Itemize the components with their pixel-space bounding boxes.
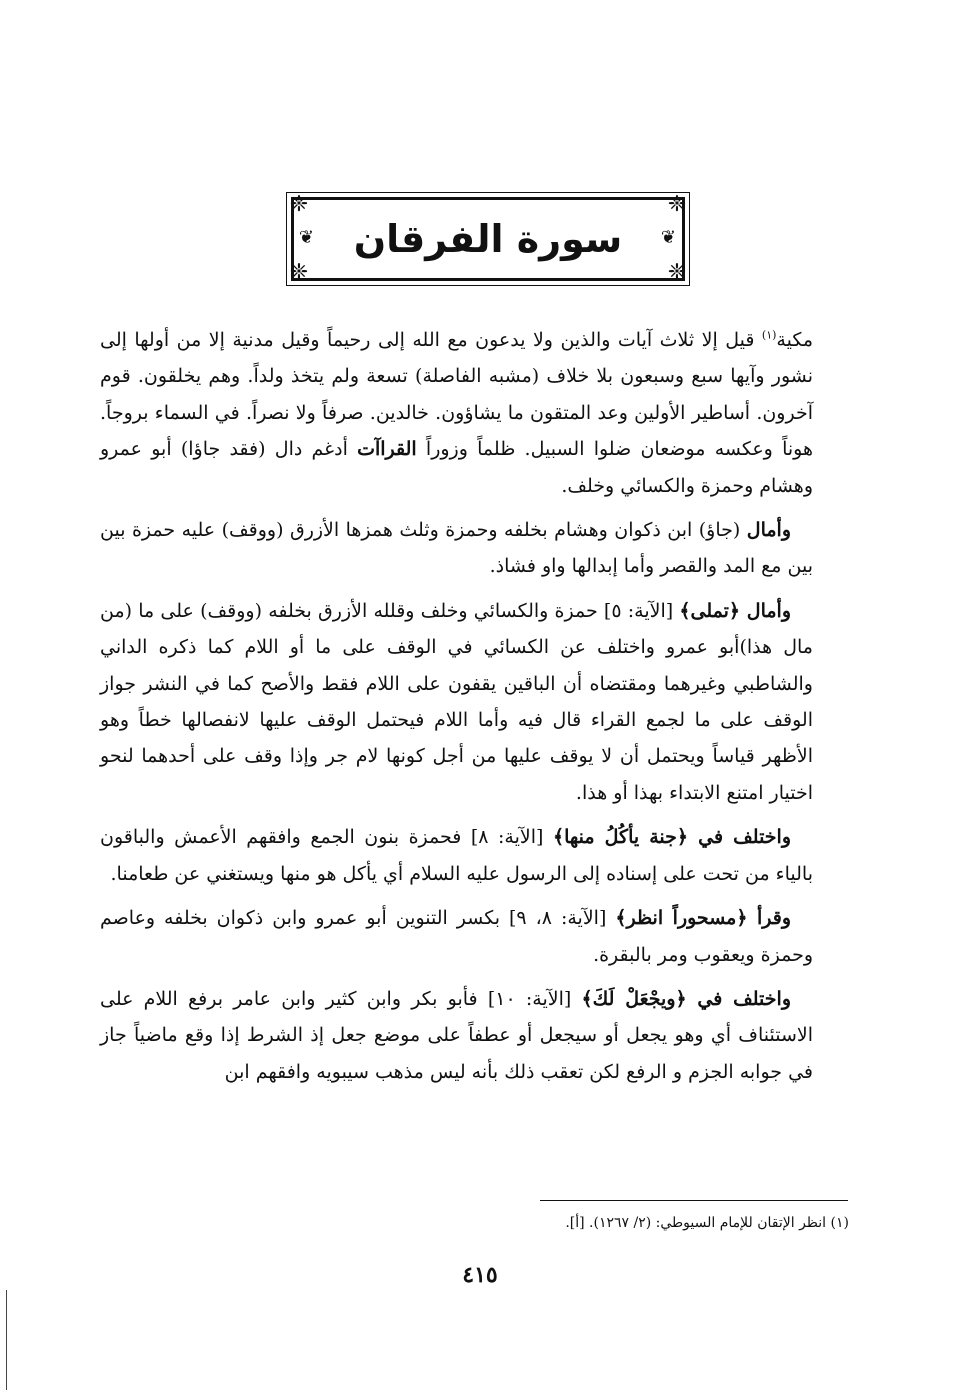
paragraph-text: [الآية: ١٠] فأبو بكر وابن كثير وابن عامر برفع اللام على الاستئناف أي وهو يجعل أو سيجعل أو عطفاً على موضع جعل إذ الشرط إذا وقع ماضياً جاز في جوابه الجزم و الرفع لكن تعقب ذلك بأنه ليس مذهب سيبويه وافقهم ابن bbox=[100, 987, 813, 1083]
body-text bbox=[100, 322, 813, 1098]
paragraph bbox=[100, 981, 813, 1090]
side-ornament-icon: ❦ bbox=[660, 227, 676, 248]
paragraph-text: قيل إلا ثلاث آيات والذين ولا يدعون مع الله إلى رحيماً وقيل مدنية إلا من أولها إلى نشور وآيها سبع وسبعون بلا خلاف (مشبه الفاصلة) تسعة ولم يتخذ ولداً. وهم يخلقون. قوم آخرون. أساطير الأولين وعد المتقون ما يشاؤون. خالدين. صرفاً ولا نصراً. في السماء بروجاً. هوناً وعكسه موضعان ضلوا السبيل. ظلماً وزوراً bbox=[100, 329, 813, 461]
paragraph-text: مكية bbox=[776, 329, 813, 351]
paragraph bbox=[100, 512, 813, 585]
paragraph bbox=[100, 900, 813, 973]
paragraph-lead: وقرأ ﴿مسحوراً انظر﴾ bbox=[615, 907, 792, 930]
corner-ornament-icon: ❈ bbox=[289, 260, 309, 285]
scan-margin-line bbox=[6, 1290, 7, 1390]
side-ornament-icon: ❦ bbox=[298, 227, 314, 248]
paragraph-text: [الآية: ٥] حمزة والكسائي وخلف وقلله الأزرق بخلفه (ووقف) على ما (من مال هذا)أبو عمرو واختلف عن الكسائي في الوقف على ما أو اللام كما ذكره الداني والشاطبي وغيرهما ومقتضاه أن الباقين يقفون على اللام فقط والأصح كما في النشر جواز الوقف على ما لجمع القراء قال فيه وأما اللام فيحتمل الوقف عليها لانفصالها خطاً وهو الأظهر قياساً ويحتمل أن لا يوقف عليها من أجل كونها لام جر وإذا وقف على أحدهما لنحو اختيار امتنع الابتداء بهذا أو هذا. bbox=[100, 599, 813, 804]
footnote: (١) انظر الإتقان للإمام السيوطي: (٢/ ١٢٦٧). [أ]. bbox=[565, 1215, 849, 1231]
paragraph-text: أدغم دال (فقد جاؤا) أبو عمرو وهشام وحمزة والكسائي وخلف. bbox=[100, 438, 813, 497]
paragraph-lead: واختلف في ﴿جنة يأكُلُ منها﴾ bbox=[552, 826, 792, 849]
paragraph-text: [الآية: ٨، ٩] بكسر التنوين أبو عمرو وابن ذكوان بخلفه وعاصم وحمزة ويعقوب ومر بالبقرة. bbox=[100, 907, 813, 966]
surah-title-frame bbox=[289, 192, 687, 285]
corner-ornament-icon: ❈ bbox=[667, 260, 687, 285]
surah-title: سورة الفرقان bbox=[353, 217, 623, 261]
footnote-marker[interactable]: (١) bbox=[761, 328, 777, 342]
bold-heading: القراآت bbox=[357, 438, 417, 461]
corner-ornament-icon: ❈ bbox=[667, 192, 687, 217]
footnote-separator bbox=[540, 1200, 848, 1201]
page-number: ٤١٥ bbox=[462, 1262, 498, 1288]
paragraph-lead: وأمال bbox=[746, 519, 791, 542]
paragraph-lead: وأمال ﴿تملى﴾ bbox=[679, 599, 792, 622]
paragraph-text: (جاؤ) ابن ذكوان وهشام بخلفه وحمزة وثلث همزها الأزرق (ووقف) عليه حمزة بين بين مع المد والقصر وأما إبدالها واو فشاذ. bbox=[100, 519, 813, 578]
paragraph bbox=[100, 593, 813, 811]
paragraph-text: [الآية: ٨] فحمزة بنون الجمع وافقهم الأعمش والباقون بالياء من تحت على إسناده إلى الرسول عليه السلام أي يأكل هو منها ويستغني عن طعامنا. bbox=[100, 826, 813, 885]
paragraph bbox=[100, 819, 813, 892]
paragraph bbox=[100, 322, 813, 504]
corner-ornament-icon: ❈ bbox=[289, 192, 309, 217]
paragraph-lead: واختلف في ﴿ويجْعَلْ لَكَ﴾ bbox=[581, 987, 791, 1010]
